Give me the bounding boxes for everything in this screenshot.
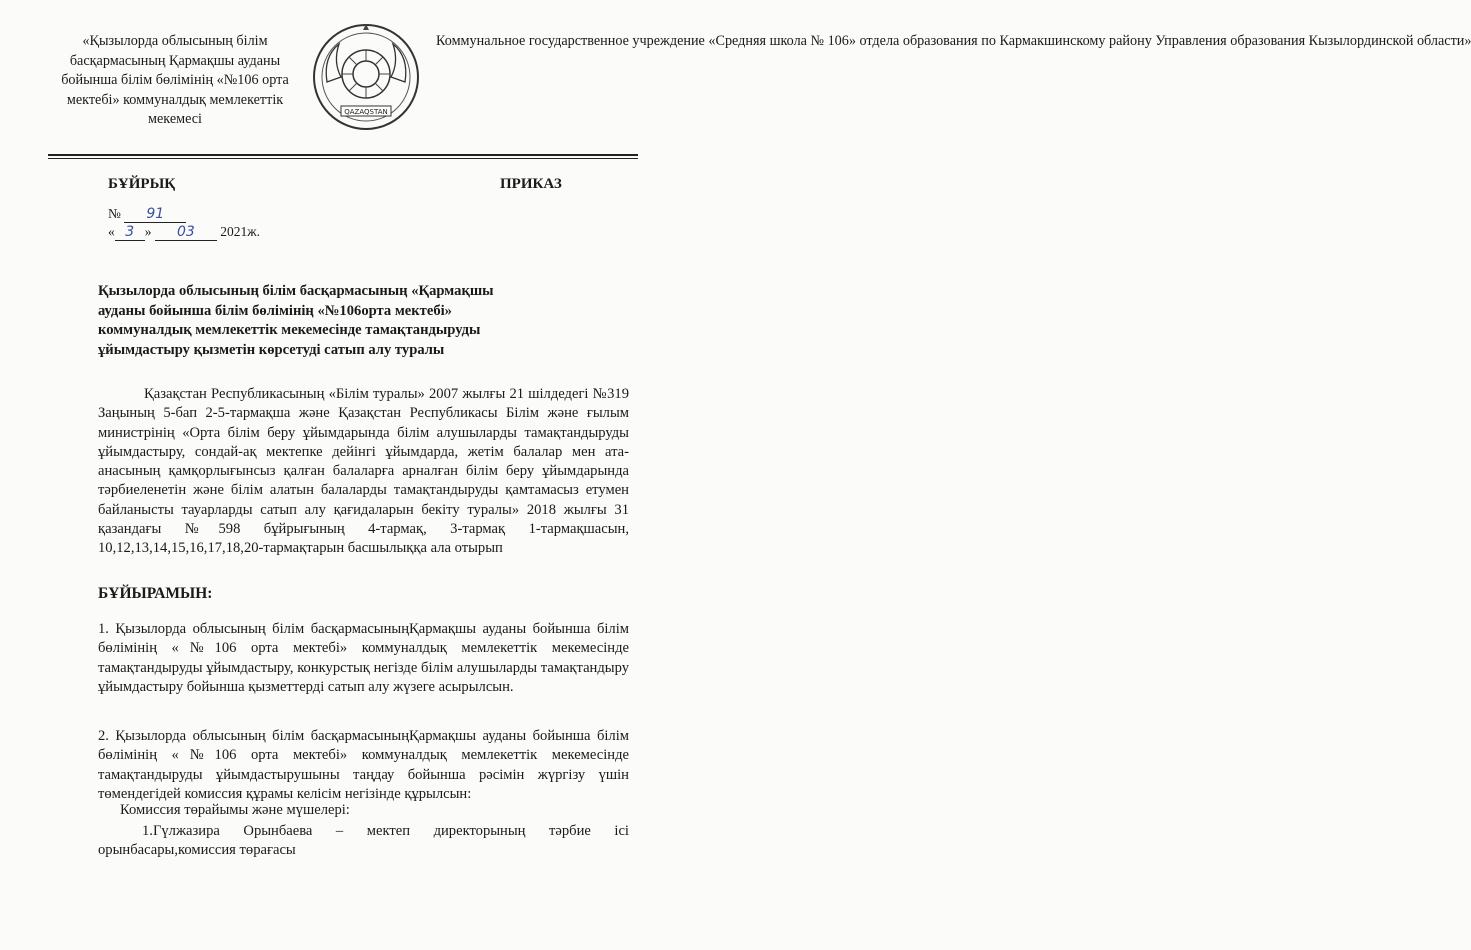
emblem-text: QAZAQSTAN bbox=[344, 108, 388, 116]
order-label-ru: ПРИКАЗ bbox=[500, 176, 562, 192]
date-day-handwritten: 3 bbox=[125, 224, 135, 240]
directive-heading: БҰЙЫРАМЫН: bbox=[98, 585, 213, 602]
order-date-line bbox=[108, 224, 260, 241]
header-rule-thin bbox=[48, 158, 638, 159]
header-kazakh: «Қызылорда облысының білім басқармасының Қармақшы ауданы бойынша білім бөлімінің «№106 орта мектебі» коммуналдық мемлекеттік мекемесі bbox=[61, 33, 289, 127]
date-day-field bbox=[115, 224, 145, 241]
date-month-field bbox=[155, 224, 217, 241]
order-item-1: 1. Қызылорда облысының білім басқармасыныңҚармақшы ауданы бойынша білім бөлімінің «№106 орта мектебі» коммуналдық мемлекеттік мекемесінде тамақтандыруды ұйымдастыру, конкурстық негізде білім алушыларды тамақтандыру ұйымдастыру бойынша қызметтерді сатып алу жүзеге асырылсын. bbox=[98, 621, 629, 695]
order-number-handwritten: 91 bbox=[146, 206, 165, 222]
header-russian: Коммунальное государственное учреждение «Средняя школа № 106» отдела образования по Кармакшинскому району Управления образования Кызылординской области» bbox=[436, 33, 1471, 49]
order-label-kz: БҰЙРЫҚ bbox=[108, 176, 176, 192]
state-emblem-icon bbox=[311, 22, 421, 132]
order-number-field bbox=[124, 206, 186, 223]
document-title: Қызылорда облысының білім басқармасының «Қармақшы ауданы бойынша білім бөлімінің «№106орта мектебі» коммуналдық мемлекеттік мекемесінде тамақтандыруды ұйымдастыру қызметін көрсетуді сатып алу туралы bbox=[98, 283, 494, 358]
date-year: 2021ж. bbox=[220, 224, 260, 239]
date-close-quote: » bbox=[144, 224, 152, 239]
order-item-2: 2. Қызылорда облысының білім басқармасыныңҚармақшы ауданы бойынша білім бөлімінің «№106 орта мектебі» коммуналдық мемлекеттік мекемесінде тамақтандыруды ұйымдастырушыны таңдау бойынша рәсімін жүргізу үшін төмендегідей комиссия құрамы келісім негізінде құрылсын: bbox=[98, 728, 629, 802]
preamble-paragraph: Қазақстан Республикасының «Білім туралы» 2007 жылғы 21 шілдедегі №319 Заңының 5-бап 2-5-тармақша және Қазақстан Республикасы Білім және ғылым министрінің «Орта білім беру ұйымдарында білім алушыларды тамақтандыруды ұйымдастыру, сондай-ақ мектепке дейінгі ұйымдарда, жетім балалар мен ата-анасының қамқорлығынсыз қалған балаларға арналған білім беру ұйымдарында тәрбиеленетін және білім алатын балаларды тамақтандыруды қамтамасыз етумен байланысты тауарларды сатып алу қағидаларын бекіту туралы» 2018 жылғы 31 қазандағы №598 бұйрығының 4-тармақ, 3-тармақ 1-тармақшасын, 10,12,13,14,15,16,17,18,20-тармақтарын басшылыққа ала отырып bbox=[98, 386, 629, 557]
header-rule-thick bbox=[48, 154, 638, 156]
order-number-line bbox=[108, 206, 186, 223]
date-month-handwritten: 03 bbox=[176, 224, 195, 240]
commission-heading: Комиссия төрайымы және мүшелері: bbox=[120, 802, 350, 818]
date-open-quote: « bbox=[108, 224, 115, 239]
commission-member-1: 1.Гүлжазира Орынбаева – мектеп директорының тәрбие ісі орынбасары,комиссия төрағасы bbox=[98, 823, 629, 859]
number-prefix: № bbox=[108, 206, 121, 221]
